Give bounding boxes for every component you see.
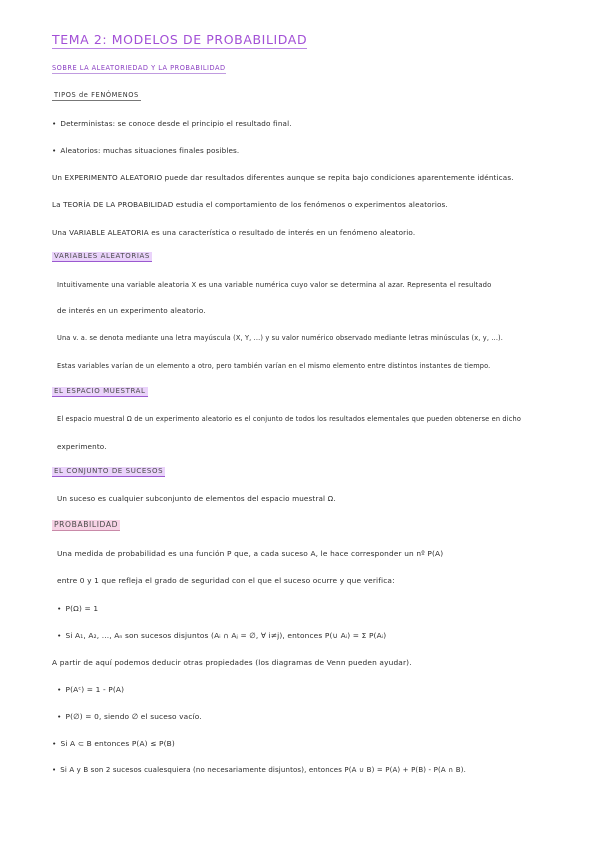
heading-espacio-muestral: EL ESPACIO MUESTRAL: [54, 387, 146, 395]
heading-tipos-fenomenos: TIPOS de FENÓMENOS: [54, 91, 139, 99]
page-title: TEMA 2: MODELOS DE PROBABILIDAD: [52, 32, 308, 47]
heading-conjunto-sucesos: EL CONJUNTO DE SUCESOS: [54, 467, 164, 475]
intro-line: Un EXPERIMENTO ALEATORIO puede dar resultados diferentes aunque se repita bajo condiciones aparentemente idénticas.: [52, 173, 514, 182]
axiom-item: • Si A₁, A₂, ..., Aₙ son sucesos disjuntos (Aᵢ ∩ Aⱼ = ∅, ∀ i≠j), entonces P(∪ Aᵢ) = Σ P(Aᵢ): [57, 631, 386, 640]
variables-line: Intuitivamente una variable aleatoria X es una variable numérica cuyo valor se determina al azar. Representa el resultado: [57, 281, 492, 289]
prop-item: • P(∅) = 0, siendo ∅ el suceso vacío.: [57, 712, 202, 721]
espacio-line: El espacio muestral Ω de un experimento aleatorio es el conjunto de todos los resultados elementales que pueden obtenerse en dicho: [57, 415, 522, 423]
tipo-item: • Deterministas: se conoce desde el principio el resultado final.: [52, 119, 292, 128]
sucesos-line: Un suceso es cualquier subconjunto de elementos del espacio muestral Ω.: [57, 494, 336, 503]
prop-item: • Si A ⊂ B entonces P(A) ≤ P(B): [52, 739, 175, 748]
variables-line: de interés en un experimento aleatorio.: [57, 306, 206, 315]
intro-line: La TEORÍA DE LA PROBABILIDAD estudia el comportamiento de los fenómenos o experimentos aleatorios.: [52, 200, 448, 209]
section-subtitle: SOBRE LA ALEATORIEDAD Y LA PROBABILIDAD: [52, 64, 226, 72]
axiom-item: • P(Ω) = 1: [57, 604, 98, 613]
prob-line: entre 0 y 1 que refleja el grado de seguridad con el que el suceso ocurre y que verifica:: [57, 576, 395, 585]
heading-probabilidad: PROBABILIDAD: [54, 520, 119, 529]
tipo-item: • Aleatorios: muchas situaciones finales posibles.: [52, 146, 239, 155]
variables-line: Una v. a. se denota mediante una letra mayúscula (X, Y, ...) y su valor numérico observado mediante letras minúsculas (x, y, ...).: [57, 334, 504, 342]
props-intro: A partir de aquí podemos deducir otras propiedades (los diagramas de Venn pueden ayudar).: [52, 658, 412, 667]
prop-item: • Si A y B son 2 sucesos cualesquiera (no necesariamente disjuntos), entonces P(A ∪ B) = P(A) + P(B) - P(A ∩ B).: [52, 766, 466, 774]
intro-line: Una VARIABLE ALEATORIA es una característica o resultado de interés en un fenómeno aleatorio.: [52, 228, 416, 237]
heading-variables-aleatorias: VARIABLES ALEATORIAS: [54, 252, 150, 260]
prob-line: Una medida de probabilidad es una función P que, a cada suceso A, le hace corresponder un nº P(A): [57, 549, 444, 558]
variables-line: Estas variables varían de un elemento a otro, pero también varían en el mismo elemento entre distintos instantes de tiempo.: [57, 362, 491, 370]
prop-item: • P(Aᶜ) = 1 - P(A): [57, 685, 124, 694]
espacio-line: experimento.: [57, 442, 107, 451]
